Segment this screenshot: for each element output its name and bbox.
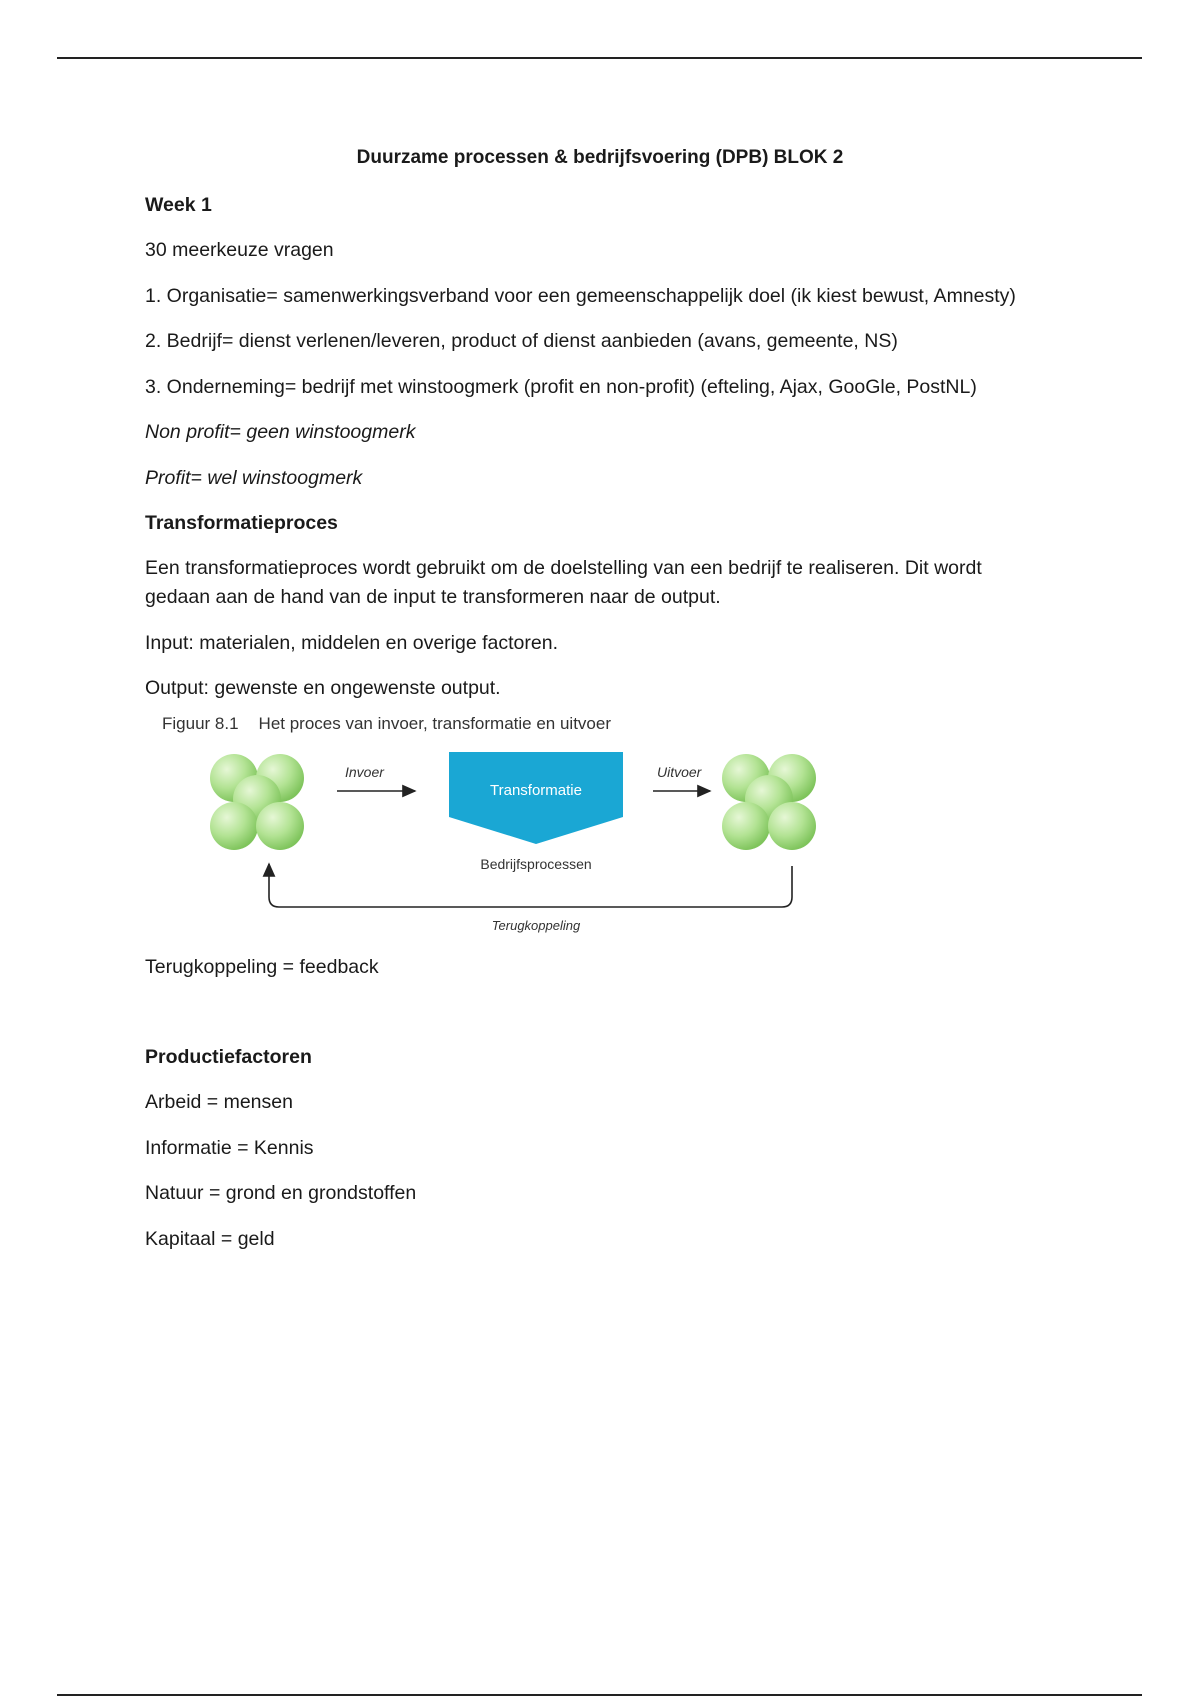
output-label: Uitvoer [657, 764, 702, 780]
input-sphere [210, 802, 258, 850]
definition-bedrijf: 2. Bedrijf= dienst verlenen/leveren, product of dienst aanbieden (avans, gemeente, NS) [145, 330, 898, 352]
process-figure [155, 712, 855, 942]
feedback-label: Terugkoppeling [491, 918, 581, 933]
header-rule [57, 57, 1142, 59]
output-sphere-cluster [722, 754, 816, 850]
process-label: Bedrijfsprocessen [480, 856, 592, 872]
production-heading: Productiefactoren [145, 1046, 312, 1068]
transformation-paragraph-line-2: gedaan aan de hand van de input te transformeren naar de output. [145, 586, 721, 608]
feedback-note: Terugkoppeling = feedback [145, 956, 379, 978]
exam-info: 30 meerkeuze vragen [145, 239, 334, 261]
transformation-heading: Transformatieproces [145, 512, 338, 534]
input-sphere [256, 802, 304, 850]
transformation-box-label: Transformatie [490, 782, 582, 799]
footer-rule [57, 1694, 1142, 1696]
profit-note: Profit= wel winstoogmerk [145, 467, 363, 489]
document-title: Duurzame processen & bedrijfsvoering (DPB) BLOK 2 [356, 147, 844, 168]
input-label: Invoer [345, 764, 384, 780]
output-sphere [768, 802, 816, 850]
production-item-kapitaal: Kapitaal = geld [145, 1228, 275, 1250]
non-profit-note: Non profit= geen winstoogmerk [145, 421, 416, 443]
output-sphere [722, 802, 770, 850]
input-note: Input: materialen, middelen en overige factoren. [145, 632, 558, 654]
definition-onderneming: 3. Onderneming= bedrijf met winstoogmerk (profit en non-profit) (efteling, Ajax, GooGle, PostNL) [145, 376, 977, 398]
transformation-paragraph-line-1: Een transformatieproces wordt gebruikt om de doelstelling van een bedrijf te realiseren. Dit wordt [145, 557, 982, 579]
production-item-natuur: Natuur = grond en grondstoffen [145, 1182, 417, 1204]
figure-caption-text: Het proces van invoer, transformatie en uitvoer [258, 714, 611, 733]
process-diagram [155, 712, 855, 942]
production-item-arbeid: Arbeid = mensen [145, 1091, 293, 1113]
input-sphere-cluster [210, 754, 304, 850]
production-item-informatie: Informatie = Kennis [145, 1137, 314, 1159]
output-note: Output: gewenste en ongewenste output. [145, 677, 501, 699]
figure-number: Figuur 8.1 [162, 714, 239, 733]
week-heading: Week 1 [145, 194, 212, 216]
definition-organisatie: 1. Organisatie= samenwerkingsverband voor een gemeenschappelijk doel (ik kiest bewust, Amnesty) [145, 285, 1016, 307]
